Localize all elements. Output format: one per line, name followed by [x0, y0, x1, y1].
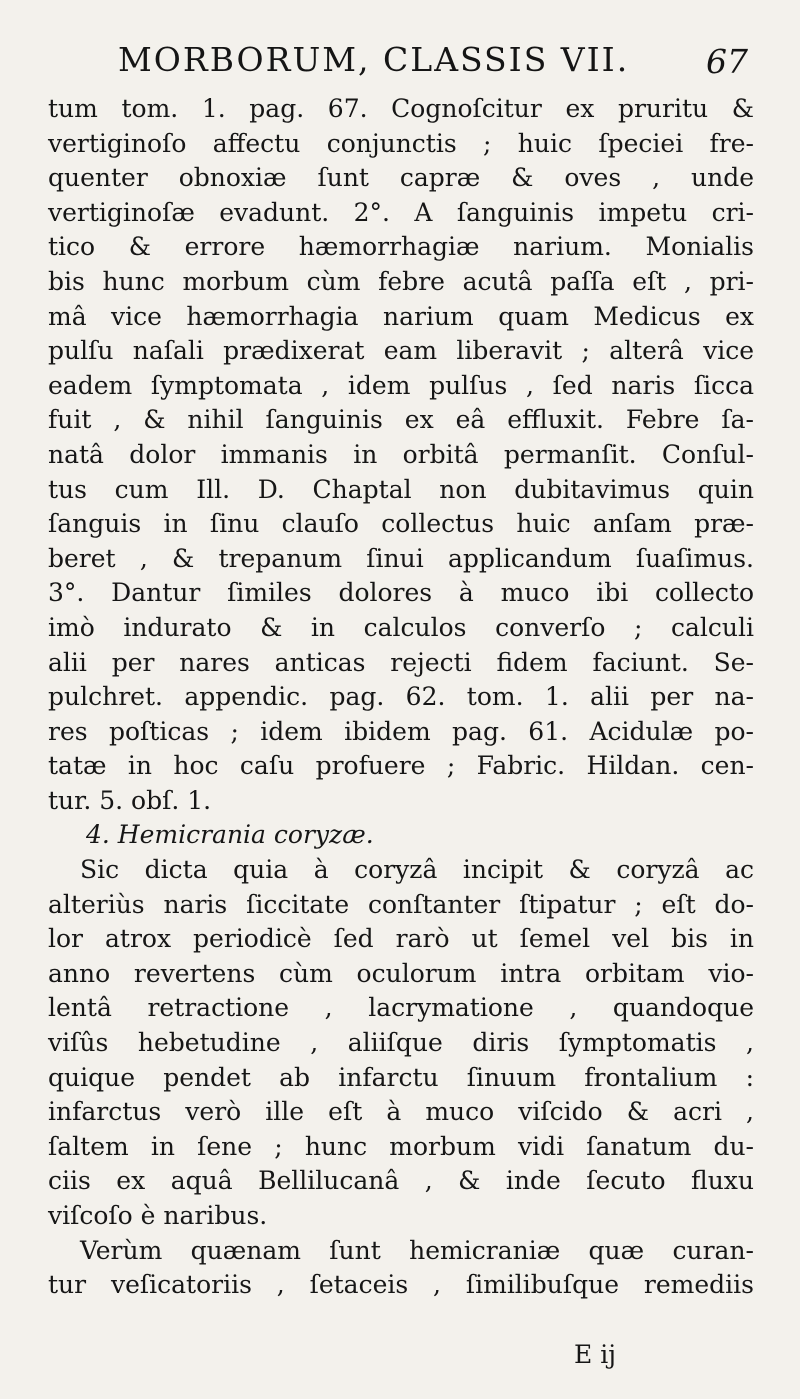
text-line: alii per nares anticas rejecti fidem faciunt. Se-: [48, 647, 754, 677]
section-heading: 4. Hemicrania coryzæ.: [86, 820, 374, 850]
text-line: res poſticas ; idem ibidem pag. 61. Acidulæ po-: [48, 716, 754, 746]
text-line: pulchret. appendic. pag. 62. tom. 1. alii per na-: [48, 682, 754, 712]
text-line: ſanguis in ſinu clauſo collectus huic anſam præ-: [48, 509, 754, 539]
text-line: lor atrox periodicè ſed rarò ut ſemel vel bis in: [48, 924, 754, 954]
text-line: eadem ſymptomata , idem pulſus , ſed naris ſicca: [48, 370, 754, 400]
text-line: pulſu naſali prædixerat eam liberavit ; alterâ vice: [48, 336, 754, 366]
text-line: tur veſicatoriis , ſetaceis , ſimilibuſque remediis: [48, 1270, 754, 1300]
text-line: natâ dolor immanis in orbitâ permanſit. Conſul-: [48, 439, 754, 469]
body-text: [48, 92, 754, 1303]
page-number: 67: [706, 42, 748, 81]
text-line: tico & errore hæmorrhagiæ narium. Monialis: [48, 232, 754, 262]
text-line: Sic dicta quia à coryzâ incipit & coryzâ ac: [80, 855, 754, 885]
text-line: quique pendet ab infarctu ſinuum frontalium :: [48, 1062, 754, 1092]
text-line: vertiginoſæ evadunt. 2°. A ſanguinis impetu cri-: [48, 197, 754, 227]
text-line: tatæ in hoc caſu profuere ; Fabric. Hildan. cen-: [48, 751, 754, 781]
text-line: mâ vice hæmorrhagia narium quam Medicus ex: [48, 301, 754, 331]
text-line: tum tom. 1. pag. 67. Cognoſcitur ex pruritu &: [48, 94, 754, 123]
text-line: Verùm quænam ſunt hemicraniæ quæ curan-: [80, 1235, 754, 1265]
text-line: ciis ex aquâ Bellilucanâ , & inde ſecuto fluxu: [48, 1166, 754, 1196]
text-line: infarctus verò ille eſt à muco viſcido & acri ,: [48, 1097, 754, 1127]
text-line: bis hunc morbum cùm febre acutâ paſſa eſt , pri-: [48, 266, 754, 296]
text-line: 3°. Dantur ſimiles dolores à muco ibi collecto: [48, 578, 754, 608]
text-line: quenter obnoxiæ ſunt capræ & oves , unde: [48, 163, 754, 193]
text-line: imò indurato & in calculos converſo ; calculi: [48, 612, 754, 642]
text-line: lentâ retractione , lacrymatione , quandoque: [48, 993, 754, 1023]
signature-mark: E ij: [574, 1340, 616, 1369]
text-line: anno revertens cùm oculorum intra orbitam vio-: [48, 958, 754, 988]
text-line: beret , & trepanum ſinui applicandum ſuaſimus.: [48, 543, 754, 573]
text-line: fuit , & nihil ſanguinis ex eâ effluxit. Febre ſa-: [48, 405, 754, 435]
text-line: ſaltem in ſene ; hunc morbum vidi ſanatum du-: [48, 1131, 754, 1161]
text-line: vertiginoſo affectu conjunctis ; huic ſpeciei fre-: [48, 128, 754, 158]
text-line: viſûs hebetudine , aliiſque diris ſymptomatis ,: [48, 1028, 754, 1058]
running-head: [118, 40, 768, 92]
text-line: viſcoſo è naribus.: [48, 1201, 268, 1230]
running-head-title: MORBORUM, CLASSIS VII.: [118, 40, 630, 79]
text-line: alteriùs naris ſiccitate conſtanter ſtipatur ; eſt do-: [48, 889, 754, 919]
text-line: tus cum Ill. D. Chaptal non dubitavimus quin: [48, 474, 754, 504]
text-line: tur. 5. obſ. 1.: [48, 785, 212, 815]
